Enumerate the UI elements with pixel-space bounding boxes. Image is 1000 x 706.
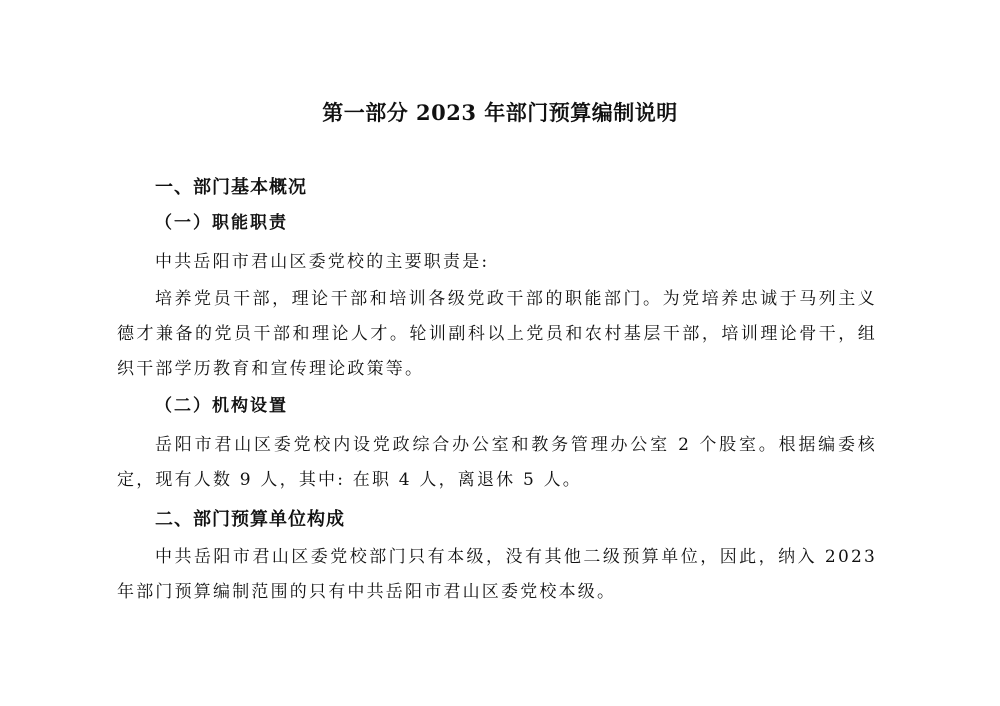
subsection-heading-organization: （二）机构设置 (155, 396, 288, 416)
paragraph-budget-units: 中共岳阳市君山区委党校部门只有本级，没有其他二级预算单位，因此，纳入 2023 年部门预算编制范围的只有中共岳阳市君山区委党校本级。 (117, 547, 877, 602)
paragraph-organization: 岳阳市君山区委党校内设党政综合办公室和教务管理办公室 2 个股室。根据编委核定，现有人数 9 人，其中: 在职 4 人，离退休 5 人。 (117, 435, 877, 490)
section-heading-basic-overview: 一、部门基本概况 (155, 177, 307, 198)
paragraph-duties-detail: 培养党员干部，理论干部和培训各级党政干部的职能部门。为党培养忠诚于马列主义德才兼备的党员干部和理论人才。轮训副科以上党员和农村基层干部，培训理论骨干，组织干部学历教育和宣传理论政策等。 (117, 289, 877, 379)
subsection-heading-duties: （一）职能职责 (155, 213, 288, 233)
document-title: 第一部分 2023 年部门预算编制说明 (322, 100, 678, 125)
section-heading-budget-units: 二、部门预算单位构成 (155, 509, 345, 530)
paragraph-duties-intro: 中共岳阳市君山区委党校的主要职责是: (155, 252, 490, 272)
